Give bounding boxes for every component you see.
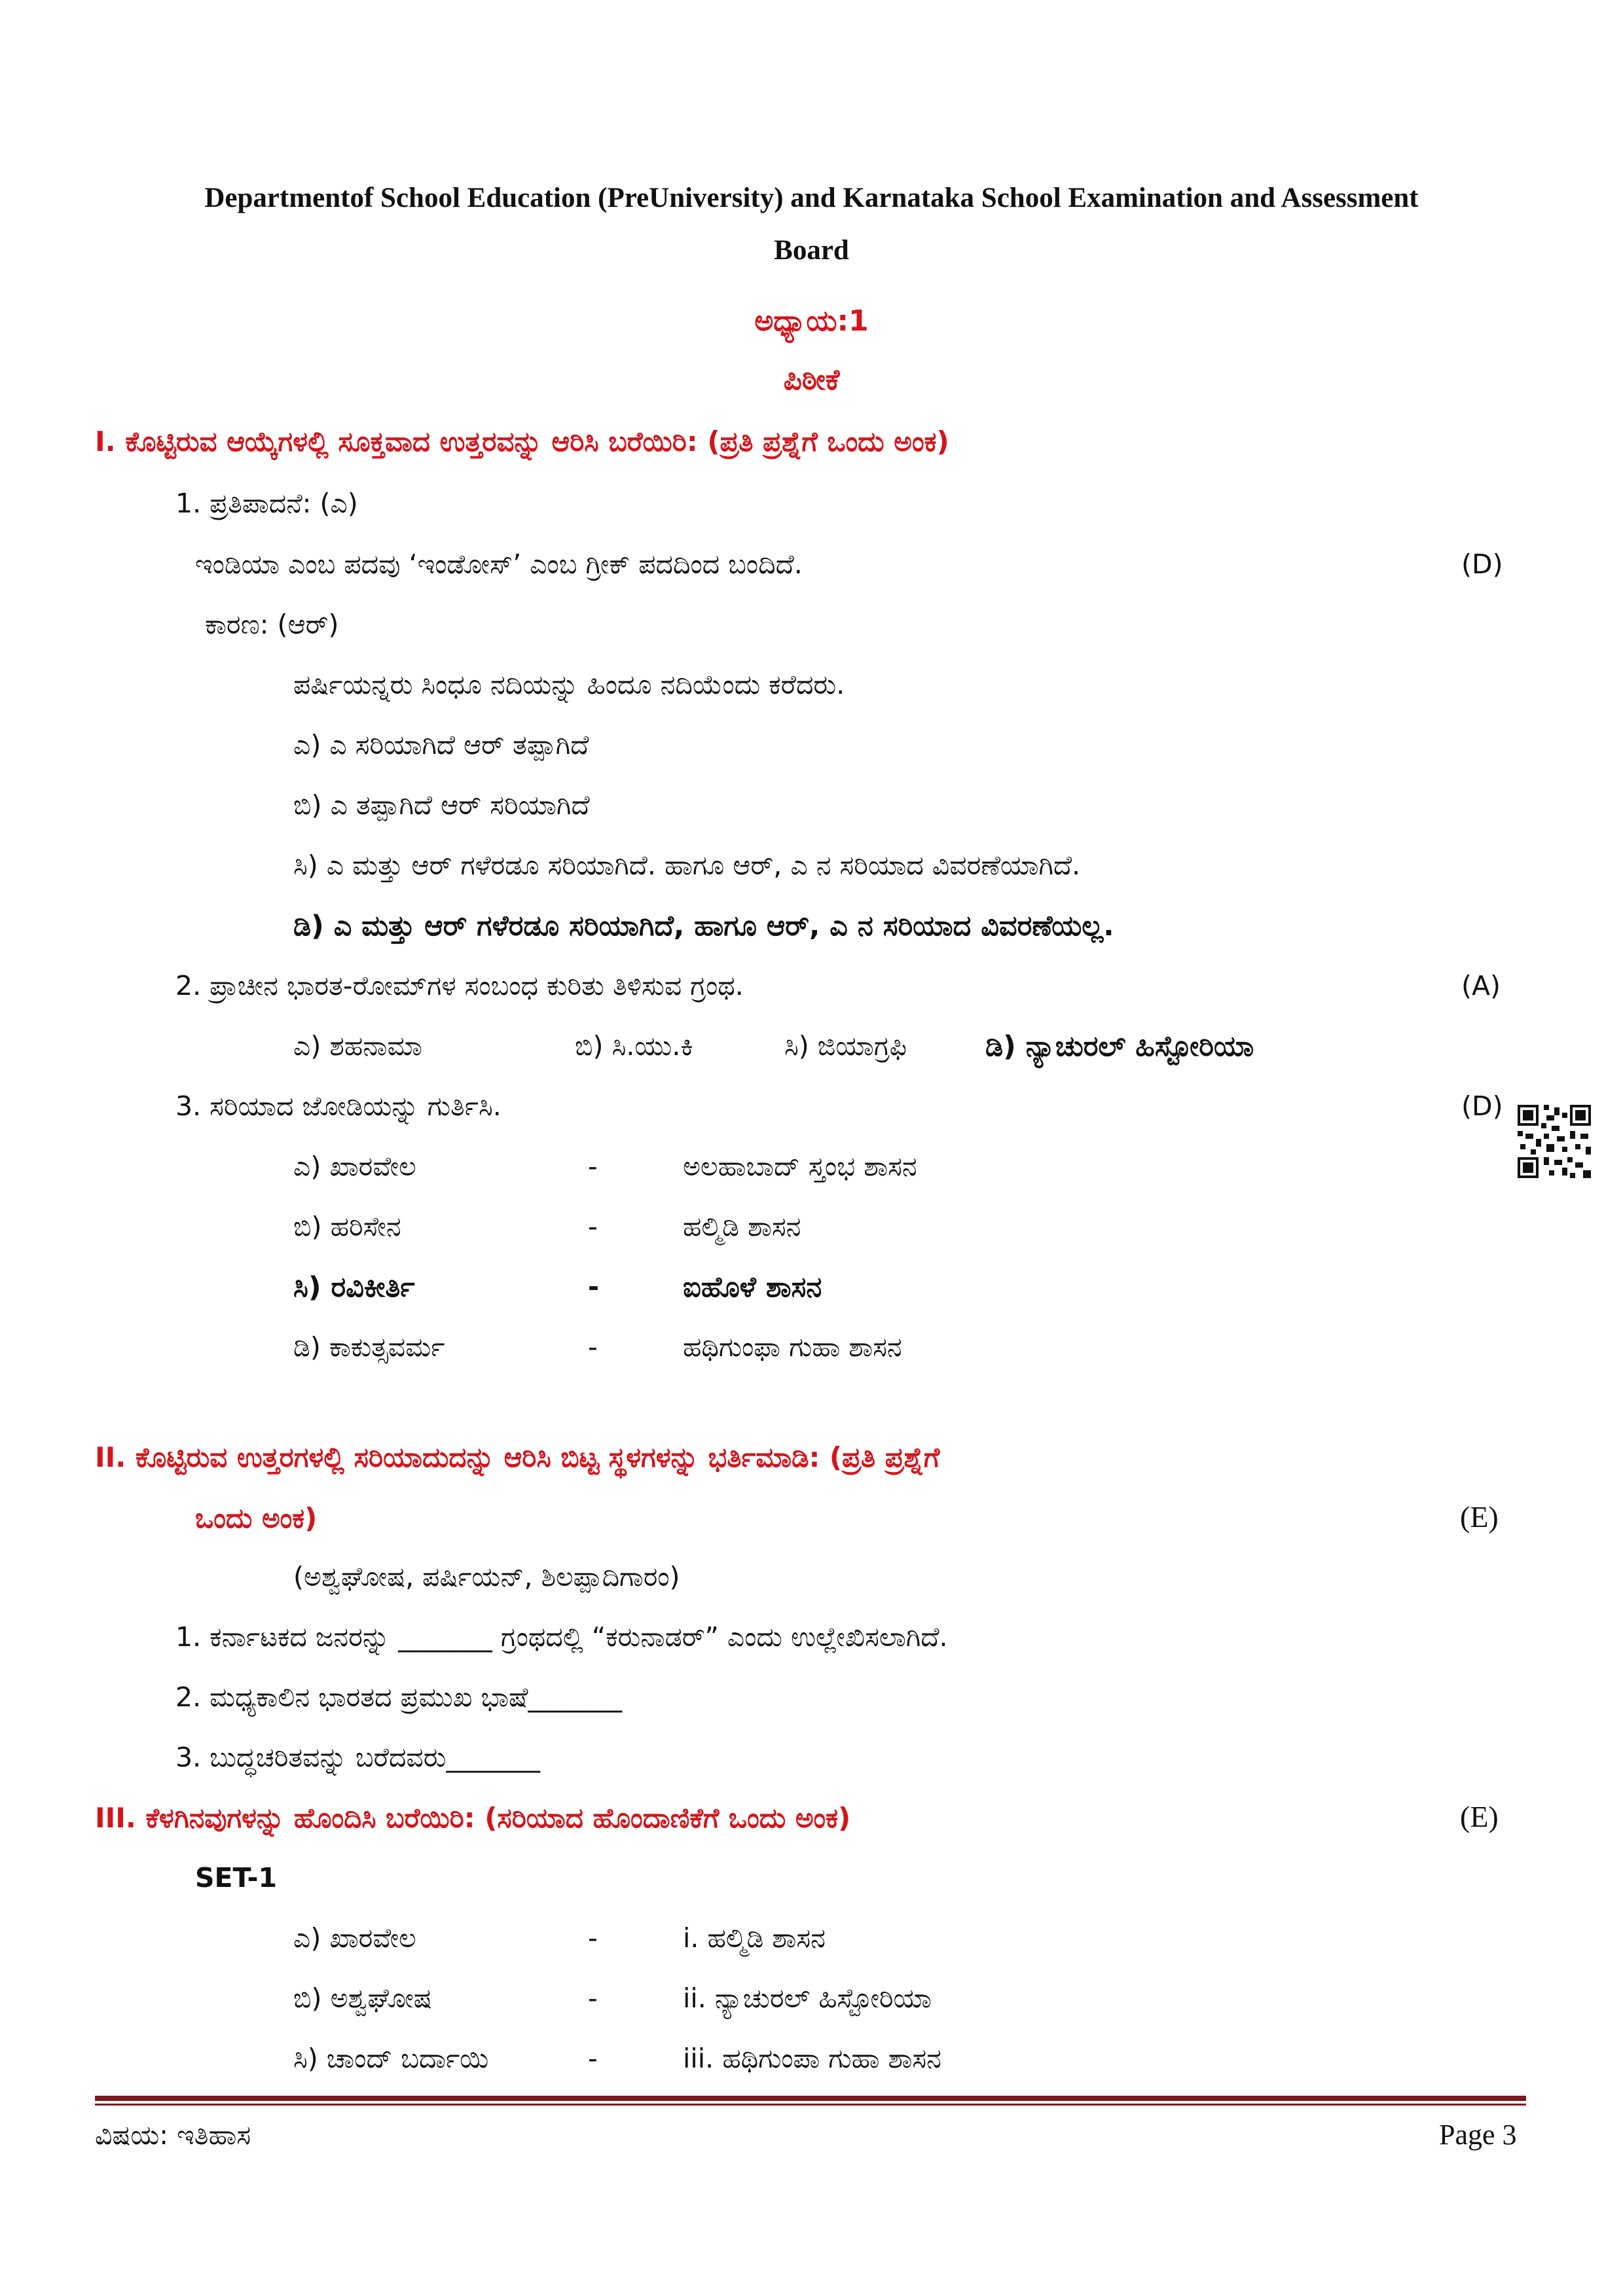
footer-rule-thin [95, 2104, 1526, 2106]
q2-option-c: ಸಿ) ಜಿಯಾಗ್ರಫಿ [784, 1030, 907, 1062]
set1-row-c-right: iii. ಹಥಿಗುಂಪಾ ಗುಹಾ ಶಾಸನ [683, 2043, 941, 2074]
q1-option-a: ಎ) ಎ ಸರಿಯಾಗಿದೆ ಆರ್ ತಪ್ಪಾಗಿದೆ [293, 729, 589, 761]
q3-row-a-dash: - [588, 1151, 598, 1182]
set1-row-a-right: i. ಹಲ್ಮಿಡಿ ಶಾಸನ [683, 1922, 826, 1954]
board-title-line1: Departmentof School Education (PreUniversity) and Karnataka School Examination and Assessment [204, 183, 1419, 213]
section1-heading: I. ಕೊಟ್ಟಿರುವ ಆಯ್ಕೆಗಳಲ್ಲಿ ಸೂಕ್ತವಾದ ಉತ್ತರವನ್ನು ಆರಿಸಿ ಬರೆಯಿರಿ: (ಪ್ರತಿ ಪ್ರಶ್ನೆಗೆ ಒಂದು ಅಂಕ) [95, 425, 949, 457]
q1-option-c: ಸಿ) ಎ ಮತ್ತು ಆರ್ ಗಳೆರಡೂ ಸರಿಯಾಗಿದೆ. ಹಾಗೂ ಆರ್, ಎ ನ ಸರಿಯಾದ ವಿವರಣೆಯಾಗಿದೆ. [293, 850, 1081, 881]
q1-reason-label: ಕಾರಣ: (ಆರ್) [205, 609, 339, 640]
q3-row-a-right: ಅಲಹಾಬಾದ್ ಸ್ತಂಭ ಶಾಸನ [683, 1151, 917, 1182]
set1-row-c-dash: - [588, 2043, 598, 2074]
section2-answer: (E) [1460, 1500, 1499, 1534]
q3-row-d-right: ಹಥಿಗುಂಫಾ ಗುಹಾ ಶಾಸನ [683, 1331, 902, 1363]
q3-row-b-right: ಹಲ್ಮಿಡಿ ಶಾಸನ [683, 1211, 801, 1242]
q3-row-c-left-correct: ಸಿ) ರವಿಕೀರ್ತಿ [293, 1271, 415, 1304]
set1-row-a-left: ಎ) ಖಾರವೇಲ [293, 1922, 416, 1954]
section2-q1: 1. ಕರ್ನಾಟಕದ ಜನರನ್ನು _______ ಗ್ರಂಥದಲ್ಲಿ “ಕರುನಾಡರ್” ಎಂದು ಉಲ್ಲೇಖಿಸಲಾಗಿದೆ. [175, 1621, 948, 1653]
q2-option-b: ಬಿ) ಸಿ.ಯು.ಕಿ [575, 1030, 693, 1062]
footer-rule-thick [95, 2096, 1526, 2101]
footer-subject: ವಿಷಯ: ಇತಿಹಾಸ [95, 2119, 251, 2151]
section2-choices: (ಅಶ್ವಘೋಷ, ಪರ್ಷಿಯನ್, ಶಿಲಪ್ಪಾದಿಗಾರಂ) [293, 1561, 680, 1592]
q1-label: 1. ಪ್ರತಿಪಾದನೆ: (ಎ) [175, 488, 358, 519]
set1-row-c-left: ಸಿ) ಚಾಂದ್ ಬರ್ದಾಯಿ [293, 2043, 489, 2074]
section3-heading: III. ಕೆಳಗಿನವುಗಳನ್ನು ಹೊಂದಿಸಿ ಬರೆಯಿರಿ: (ಸರಿಯಾದ ಹೊಂದಾಣಿಕೆಗೆ ಒಂದು ಅಂಕ) [95, 1802, 851, 1834]
set1-row-b-right: ii. ನ್ಯಾಚುರಲ್ ಹಿಸ್ಟೋರಿಯಾ [683, 1982, 932, 2014]
q2-answer: (A) [1461, 970, 1501, 1001]
set1-row-b-dash: - [588, 1982, 598, 2014]
q1-option-d-correct: ಡಿ) ಎ ಮತ್ತು ಆರ್ ಗಳೆರಡೂ ಸರಿಯಾಗಿದೆ, ಹಾಗೂ ಆರ್, ಎ ನ ಸರಿಯಾದ ವಿವರಣೆಯಲ್ಲ. [293, 910, 1114, 942]
q2-option-d-correct: ಡಿ) ನ್ಯಾಚುರಲ್ ಹಿಸ್ಟೋರಿಯಾ [985, 1030, 1254, 1063]
q3-row-d-left: ಡಿ) ಕಾಕುತ್ಸವರ್ಮ [293, 1331, 445, 1363]
q3-row-a-left: ಎ) ಖಾರವೇಲ [293, 1151, 416, 1182]
q1-assertion: ಇಂಡಿಯಾ ಎಂಬ ಪದವು ‘ಇಂಡೋಸ್’ ಎಂಬ ಗ್ರೀಕ್ ಪದದಿಂದ ಬಂದಿದೆ. [195, 548, 803, 580]
q3-row-b-dash: - [588, 1211, 598, 1242]
section2-heading-line1: II. ಕೊಟ್ಟಿರುವ ಉತ್ತರಗಳಲ್ಲಿ ಸರಿಯಾದುದನ್ನು ಆರಿಸಿ ಬಿಟ್ಟ ಸ್ಥಳಗಳನ್ನು ಭರ್ತಿಮಾಡಿ: (ಪ್ರತಿ ಪ್ರಶ್ನೆಗೆ [95, 1441, 940, 1473]
q2-label: 2. ಪ್ರಾಚೀನ ಭಾರತ-ರೋಮ್‌ಗಳ ಸಂಬಂಧ ಕುರಿತು ತಿಳಿಸುವ ಗ್ರಂಥ. [175, 970, 744, 1001]
section3-answer: (E) [1460, 1800, 1499, 1833]
board-title-line2: Board [774, 235, 849, 266]
q1-reason: ಪರ್ಷಿಯನ್ನರು ಸಿಂಧೂ ನದಿಯನ್ನು ಹಿಂದೂ ನದಿಯೆಂದು ಕರೆದರು. [293, 669, 845, 700]
chapter-subtitle: ಪಿಠೀಕೆ [783, 363, 840, 397]
chapter-title: ಅಧ್ಯಾಯ:1 [754, 304, 869, 338]
set1-row-a-dash: - [588, 1922, 598, 1954]
q3-answer: (D) [1461, 1090, 1503, 1122]
q3-row-c-right-correct: ಐಹೊಳೆ ಶಾಸನ [683, 1271, 822, 1304]
footer-page-number: Page 3 [1439, 2119, 1517, 2151]
q3-row-d-dash: - [588, 1331, 598, 1363]
section2-heading-line2: ಒಂದು ಅಂಕ) [195, 1502, 318, 1534]
q2-option-a: ಎ) ಶಹನಾಮಾ [293, 1030, 422, 1062]
q3-row-c-dash: - [588, 1271, 600, 1302]
set1-row-b-left: ಬಿ) ಅಶ್ವಘೋಷ [293, 1982, 432, 2014]
q1-answer: (D) [1461, 548, 1503, 580]
q3-label: 3. ಸರಿಯಾದ ಜೋಡಿಯನ್ನು ಗುರ್ತಿಸಿ. [175, 1090, 501, 1122]
qr-code-icon [1518, 1105, 1591, 1178]
section2-q3: 3. ಬುದ್ಧಚರಿತವನ್ನು ಬರೆದವರು_______ [175, 1742, 540, 1773]
q1-option-b: ಬಿ) ಎ ತಪ್ಪಾಗಿದೆ ಆರ್ ಸರಿಯಾಗಿದೆ [293, 789, 590, 821]
section2-q2: 2. ಮಧ್ಯಕಾಲಿನ ಭಾರತದ ಪ್ರಮುಖ ಭಾಷೆ_______ [175, 1681, 623, 1713]
set-label: SET-1 [195, 1862, 278, 1893]
q3-row-b-left: ಬಿ) ಹರಿಸೇನ [293, 1211, 401, 1242]
